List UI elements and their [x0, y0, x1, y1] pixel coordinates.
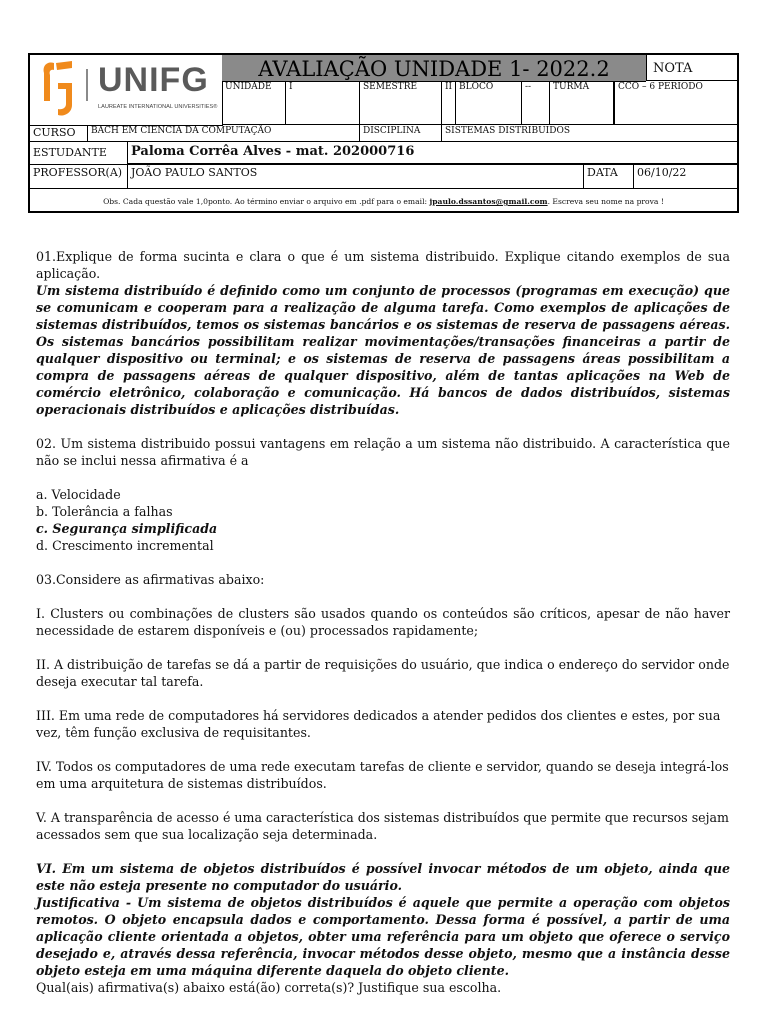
obs-email[interactable]: jpaulo.dssantos@gmail.com — [429, 197, 548, 206]
obs-note — [30, 189, 737, 211]
curso-label: CURSO — [30, 125, 88, 142]
brand-tagline: LAUREATE INTERNATIONAL UNIVERSITIES® — [98, 104, 218, 110]
turma-label: TURMA — [550, 81, 614, 125]
question-3-closing: Qual(ais) afirmativa(s) abaixo está(ão) correta(s)? Justifique sua escolha. — [36, 980, 502, 995]
obs-suffix: . Escreva seu nome na prova ! — [547, 197, 664, 206]
unidade-value: I — [286, 81, 360, 125]
answer-1: Um sistema distribuído é definido como um conjunto de processos (programas em execução) que se comunicam e cooperam para a realização de alguma tarefa. Como exemplos de aplicações de sistemas distribuídos, temos os sistemas bancários e os sistemas de reserva de passagens aéreas. Os sistemas bancários possibilitam realizar movimentações/transações financeiras a partir de qualquer dispositivo ou terminal; e os sistemas de reserva de passagens áreas possibilitam a compra de passagens aéreas de qualquer dispositivo, além de tantas aplicações na Web de comércio eletrônico, colaboração e comunicação. Há bancos de dados distribuídos, sistemas operacionais distribuídos e aplicações distribuídas. — [36, 283, 730, 417]
question-1: 01.Explique de forma sucinta e clara o que é um sistema distribuido. Explique citando exemplos de sua aplicação. — [36, 249, 730, 281]
statement-iii: III. Em uma rede de computadores há servidores dedicados a atender pedidos dos clientes e estes, por sua vez, têm função exclusiva de requisitantes. — [36, 708, 721, 740]
disciplina-value: SISTEMAS DISTRIBUIDOS — [442, 125, 737, 142]
exam-content — [36, 248, 730, 996]
semestre-label: SEMESTRE — [360, 81, 442, 125]
unifg-logo — [30, 55, 223, 126]
estudante-label: ESTUDANTE — [30, 142, 128, 164]
option-a: a. Velocidade — [36, 487, 121, 502]
option-d: d. Crescimento incremental — [36, 538, 214, 553]
professor-label: PROFESSOR(A) — [30, 164, 128, 189]
option-c-selected: c. Segurança simplificada — [36, 521, 218, 536]
data-value: 06/10/22 — [634, 164, 737, 189]
data-label: DATA — [584, 164, 634, 189]
turma-value: CCO – 6 PERIODO — [614, 81, 737, 125]
exam-header — [28, 53, 739, 213]
option-b: b. Tolerância a falhas — [36, 504, 173, 519]
question-3-intro: 03.Considere as afirmativas abaixo: — [36, 572, 265, 587]
semestre-value: II — [442, 81, 456, 125]
statement-v: V. A transparência de acesso é uma característica dos sistemas distribuídos que permite que recursos sejam acessados sem que sua localização seja determinada. — [36, 810, 729, 842]
justification: Justificativa - Um sistema de objetos distribuídos é aquele que permite a operação com objetos remotos. O objeto encapsula dados e comportamento. Dessa forma é possível, a partir de uma aplicação cliente orientada a objetos, obter uma referência para um objeto que oferece o serviço desejado e, através dessa referência, invocar métodos desse objeto, mesmo que a instância desse objeto esteja em uma máquina diferente daquela do objeto cliente. — [36, 895, 730, 978]
statement-i: I. Clusters ou combinações de clusters são usados quando os conteúdos são críticos, apesar de não haver necessidade de estarem disponíveis e (ou) processados rapidamente; — [36, 606, 730, 638]
bloco-value: -- — [522, 81, 550, 125]
statement-vi: VI. Em um sistema de objetos distribuídos é possível invocar métodos de um objeto, ainda que este não esteja presente no computador do usuário. — [36, 861, 730, 893]
question-2: 02. Um sistema distribuido possui vantagens em relação a um sistema não distribuido. A característica que não se inclui nessa afirmativa é a — [36, 436, 730, 468]
exam-title: AVALIAÇÃO UNIDADE 1- 2022.2 — [222, 55, 646, 82]
professor-value: JOÃO PAULO SANTOS — [128, 164, 584, 189]
nota-label: NOTA — [646, 55, 737, 81]
bloco-label: BLOCO — [456, 81, 522, 125]
statement-iv: IV. Todos os computadores de uma rede executam tarefas de cliente e servidor, quando se deseja integrá-los em uma arquitetura de sistemas distribuídos. — [36, 759, 729, 791]
unidade-label: UNIDADE — [222, 81, 286, 125]
statement-ii: II. A distribuição de tarefas se dá a partir de requisições do usuário, que indica o endereço do servidor onde deseja executar tal tarefa. — [36, 657, 730, 689]
brand-name: UNIFG — [98, 61, 209, 99]
curso-value: BACH EM CIENCIA DA COMPUTAÇÃO — [88, 125, 360, 142]
estudante-value: Paloma Corrêa Alves - mat. 202000716 — [128, 142, 737, 164]
disciplina-label: DISCIPLINA — [360, 125, 442, 142]
obs-prefix: Obs. Cada questão vale 1,0ponto. Ao término enviar o arquivo em .pdf para o email: — [103, 197, 430, 206]
